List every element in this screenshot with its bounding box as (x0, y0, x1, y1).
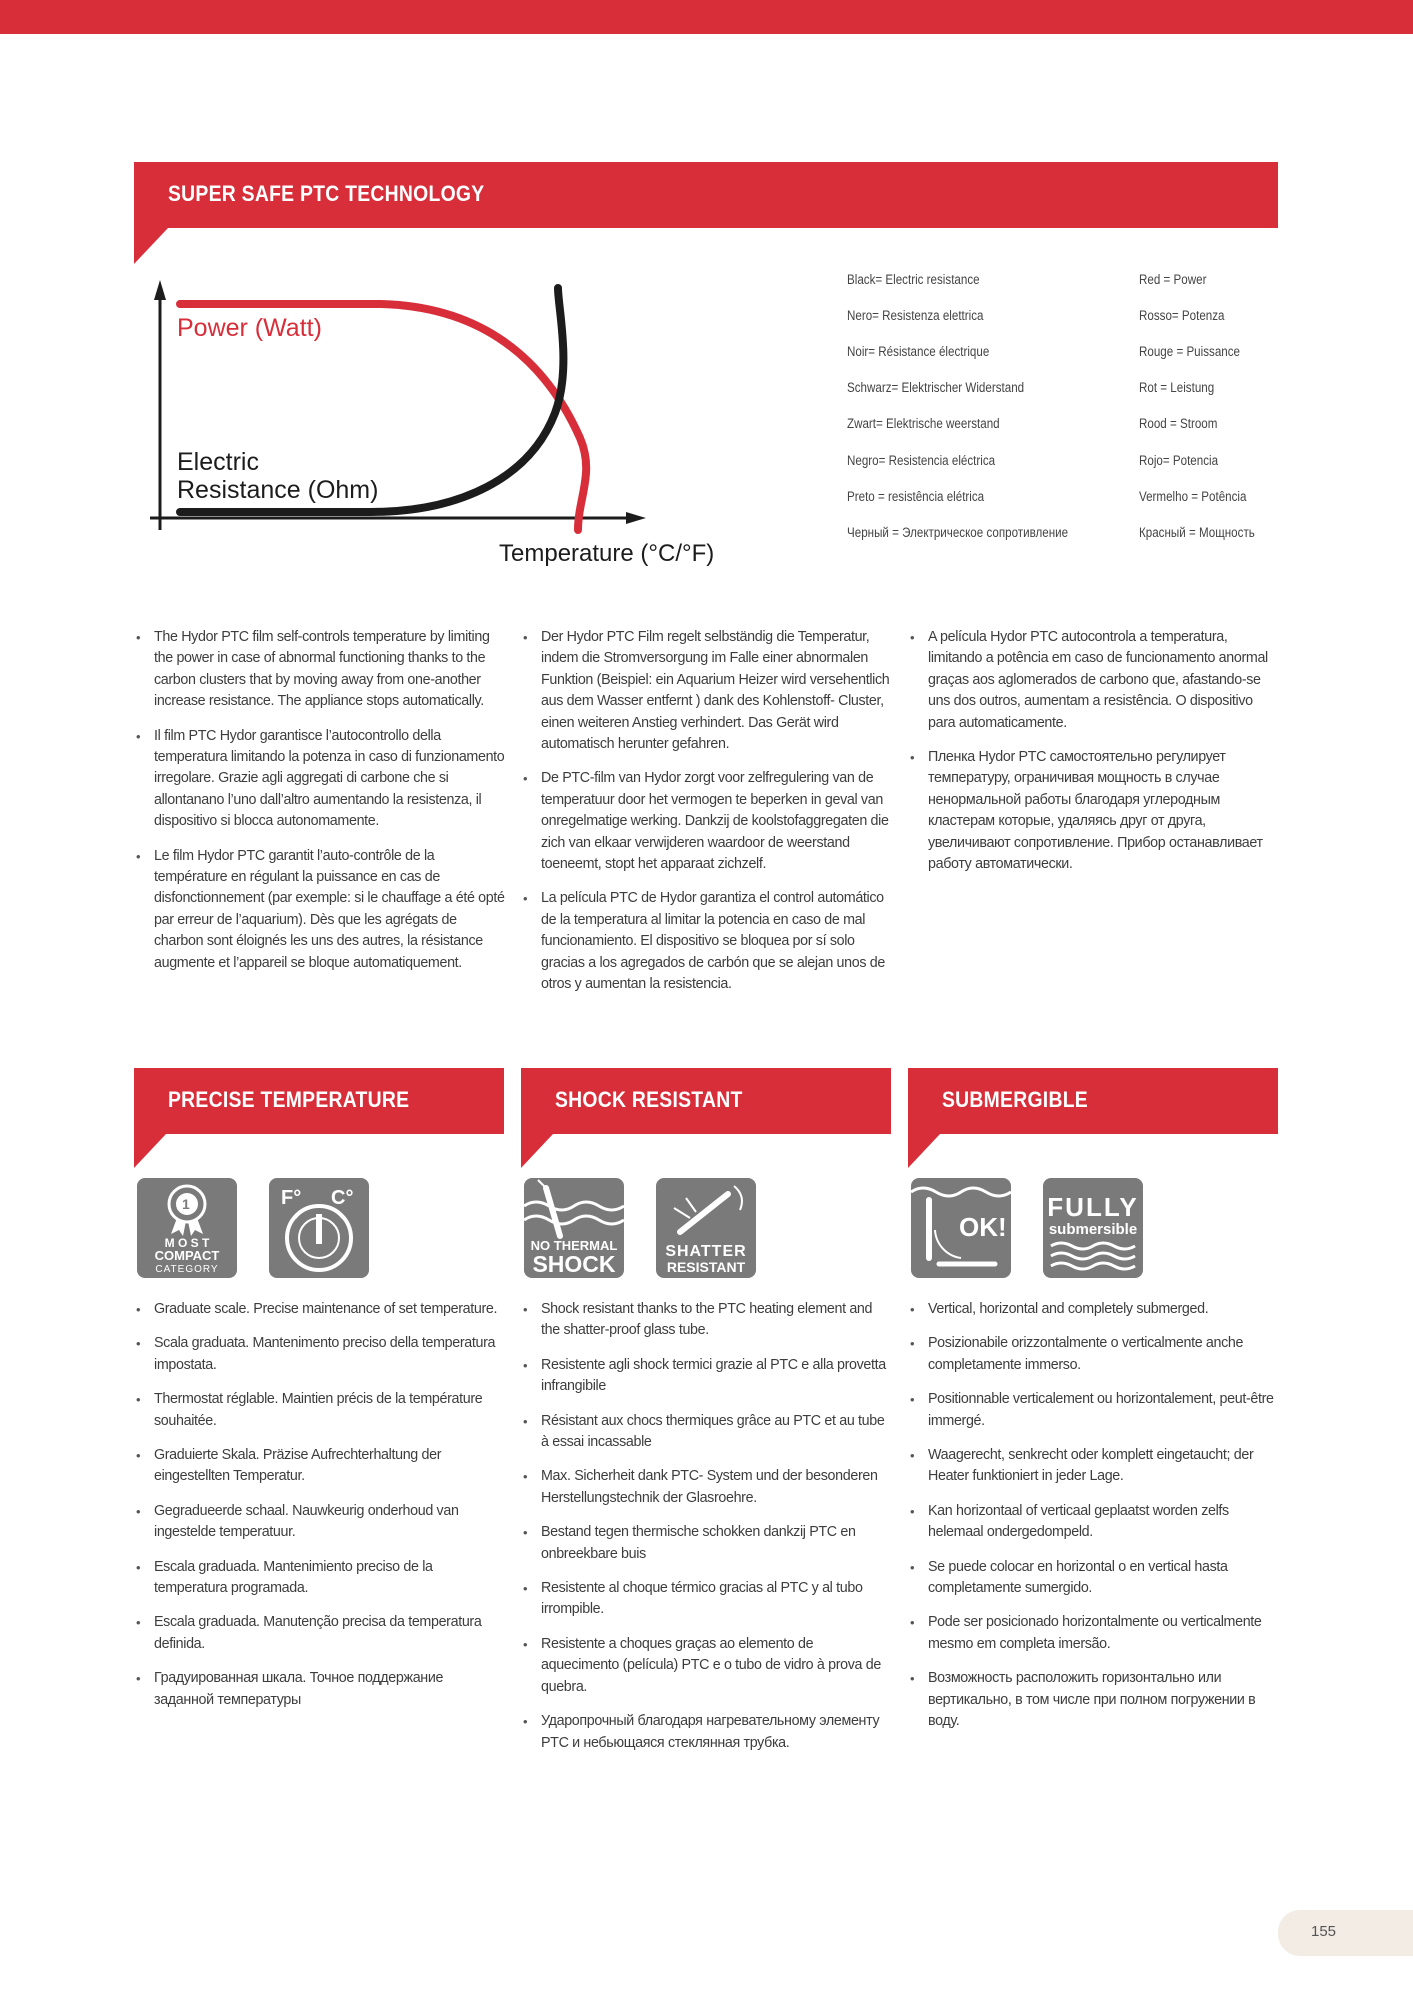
list-item: • Il film PTC Hydor garantisce l’autocontrollo della temperatura limitando la potenza in caso di funzionamento irregolare. Grazie agli aggregati di carbone che si allontanano l’uno dall’altro aumentando la resistenza, il dispositivo si blocca autonomamente. (134, 726, 506, 833)
ribbon-left (171, 1218, 186, 1236)
list-item: • Ударопрочный благодаря нагревательному элементу PTC и небьющаяся стеклянная трубка. (521, 1711, 893, 1754)
list-item: • The Hydor PTC film self-controls temperature by limiting the power in case of abnormal functioning thanks to the carbon clusters that by moving away from one-another increase resistance. The appliance stops automatically. (134, 627, 506, 713)
shatter-resistant-icon (656, 1178, 756, 1278)
list-item: • Positionnable verticalement ou horizontalement, peut-être immergé. (908, 1389, 1280, 1432)
legend-red-7: Красный = Мощность (1139, 525, 1255, 540)
list-item: • Escala graduada. Mantenimiento preciso de la temperatura programada. (134, 1557, 506, 1600)
legend-black-4: Zwart= Elektrische weerstand (847, 416, 1000, 431)
wave-a (1051, 1243, 1135, 1249)
legend-black-2: Noir= Résistance électrique (847, 344, 990, 359)
list-item: • Vertical, horizontal and completely submerged. (908, 1299, 1280, 1320)
icon-text-ok: OK! (959, 1212, 1007, 1242)
resistance-label-line1: Electric (177, 448, 259, 476)
wave-c (1051, 1263, 1135, 1269)
heater-cable (538, 1180, 546, 1188)
list-item: • Thermostat réglable. Maintien précis de la température souhaitée. (134, 1389, 506, 1432)
list-item: • Graduierte Skala. Präzise Aufrechterhaltung der eingestellten Temperatur. (134, 1445, 506, 1488)
top-red-bar (0, 0, 1413, 34)
power-label: Power (Watt) (177, 314, 322, 342)
x-axis-arrowhead (626, 512, 646, 524)
ribbon-right (188, 1218, 203, 1236)
legend-red-1: Rosso= Potenza (1139, 308, 1225, 323)
list-item: • Kan horizontaal of verticaal geplaatst worden zelfs helemaal ondergedompeld. (908, 1501, 1280, 1544)
ptc-text-col-1 (134, 627, 506, 987)
resistance-label-line2: Resistance (Ohm) (177, 476, 379, 504)
icon-text-most: M O S T (164, 1236, 210, 1250)
legend-black-7: Черный = Электрическое сопротивление (847, 525, 1069, 540)
list-item: • Возможность расположить горизонтально или вертикально, в том числе при полном погружении в воду. (908, 1668, 1280, 1732)
legend-black-3: Schwarz= Elektrischer Widerstand (847, 380, 1025, 395)
wave-b (1051, 1253, 1135, 1259)
fully-submersible-icon (1043, 1178, 1143, 1278)
list-item: • Shock resistant thanks to the PTC heating element and the shatter-proof glass tube. (521, 1299, 893, 1342)
legend-black-6: Preto = resistência elétrica (847, 489, 985, 504)
list-item: • De PTC-film van Hydor zorgt voor zelfregulering van de temperatuur door het vermogen te beperken in geval van onregelmatige werking. Dankzij de koolstofaggregaten die zich van elkaar verwijderen waardoor de weerstand toeneemt, stopt het apparaat zichzelf. (521, 768, 893, 875)
list-item: • Scala graduata. Mantenimento preciso della temperatura impostata. (134, 1333, 506, 1376)
list-item: • Graduate scale. Precise maintenance of set temperature. (134, 1299, 506, 1320)
wave-1 (524, 1202, 624, 1210)
legend-black-1: Nero= Resistenza elettrica (847, 308, 984, 323)
list-item: • Gegradueerde schaal. Nauwkeurig onderhoud van ingestelde temperatuur. (134, 1501, 506, 1544)
icon-text-shatter: SHATTER (665, 1243, 747, 1260)
no-thermal-shock-icon (524, 1178, 624, 1278)
submergible-text (908, 1299, 1280, 1746)
wave-top (911, 1188, 1011, 1196)
rosette-number: 1 (182, 1196, 190, 1212)
list-item: • Posizionabile orizzontalmente o verticalmente anche completamente immerso. (908, 1333, 1280, 1376)
ptc-banner-title: SUPER SAFE PTC TECHNOLOGY (168, 181, 485, 206)
ptc-text-col-3 (908, 627, 1280, 888)
list-item: • Пленка Hydor PTC самостоятельно регулирует температуру, ограничивая мощность в случае ненормальной работы благодаря углеродным кластерам которые, удаляясь друг от друга, увеличивают сопротивление. Прибор останавливает работу автоматически. (908, 747, 1280, 875)
precise-text (134, 1299, 506, 1724)
list-item: • Resistente a choques graças ao elemento de aquecimento (película) PTC e o tubo de vidro à prova de quebra. (521, 1634, 893, 1698)
heater-tube (546, 1188, 560, 1236)
list-item: • Der Hydor PTC Film regelt selbständig die Temperatur, indem die Stromversorgung im Falle einer abnormalen Funktion (Beispiel: ein Aquarium Heizer wird versehentlich aus dem Wasser entfernt ) dank des Kohlenstoff- Cluster, einen weiteren Anstieg verhindert. Das Gerät wird automatisch herunter gefahren. (521, 627, 893, 755)
list-item: • Le film Hydor PTC garantit l’auto-contrôle de la température en régulant la puissance en cas de disfonctionnement (par exemple: si le chauffage a été opté par erreur de l’aquarium). Dès que les agrégats de charbon sont éloignés les uns des autres, la résistance augmente et l’appareil se bloque automatiquement. (134, 846, 506, 974)
icon-text-shock: SHOCK (532, 1251, 616, 1277)
dial-needle (316, 1214, 322, 1244)
wave-2 (524, 1216, 624, 1224)
icon-text-category: CATEGORY (155, 1264, 219, 1275)
icon-text-f: F° (281, 1187, 302, 1209)
list-item: • Градуированная шкала. Точное поддержание заданной температуры (134, 1668, 506, 1711)
shock-banner-title: SHOCK RESISTANT (555, 1087, 743, 1112)
precise-banner-title: PRECISE TEMPERATURE (168, 1087, 410, 1112)
impact-line-2 (686, 1198, 696, 1212)
impact-line-1 (674, 1208, 690, 1218)
list-item: • La película PTC de Hydor garantiza el control automático de la temperatura al limitar la potencia en caso de mal funcionamiento. El dispositivo se bloquea por sí solo gracias a los agregados de carbón que se alejan unos de otros y aumentan la resistencia. (521, 888, 893, 995)
icon-text-fully: FULLY (1047, 1192, 1139, 1222)
legend-black-5: Negro= Resistencia eléctrica (847, 453, 996, 468)
shock-text (521, 1299, 893, 1767)
submergible-banner-title: SUBMERGIBLE (942, 1087, 1088, 1112)
legend-red-6: Vermelho = Potência (1139, 489, 1247, 504)
list-item: • Waagerecht, senkrecht oder komplett eingetaucht; der Heater funktioniert in jeder Lage. (908, 1445, 1280, 1488)
legend-red-4: Rood = Stroom (1139, 416, 1218, 431)
icon-text-submersible: submersible (1048, 1221, 1138, 1238)
icon-text-resistant: RESISTANT (666, 1259, 746, 1275)
page-number: 155 (1311, 1923, 1337, 1940)
legend-red-2: Rouge = Puissance (1139, 344, 1241, 359)
list-item: • Max. Sicherheit dank PTC- System und der besonderen Herstellungstechnik der Glasroehre. (521, 1466, 893, 1509)
list-item: • Escala graduada. Manutenção precisa da temperatura definida. (134, 1612, 506, 1655)
rotate-arrow (935, 1230, 961, 1258)
list-item: • Se puede colocar en horizontal o en vertical hasta completamente sumergido. (908, 1557, 1280, 1600)
list-item: • Resistente agli shock termici grazie al PTC e alla provetta infrangibile (521, 1355, 893, 1398)
legend-red-0: Red = Power (1139, 272, 1207, 287)
precise-banner-tail (134, 1134, 166, 1168)
list-item: • Resistente al choque térmico gracias al PTC y al tubo irrompible. (521, 1578, 893, 1621)
submergible-banner-tail (908, 1134, 940, 1168)
icon-text-compact: COMPACT (154, 1248, 220, 1263)
most-compact-category-icon (137, 1178, 237, 1278)
list-item: • Résistant aux chocs thermiques grâce au PTC et au tube à essai incassable (521, 1411, 893, 1454)
ok-positioning-icon (911, 1178, 1011, 1278)
impact-arc (734, 1186, 742, 1210)
legend-red-3: Rot = Leistung (1139, 380, 1215, 395)
icon-text-no-thermal: NO THERMAL (530, 1238, 618, 1253)
x-axis-label: Temperature (°C/°F) (499, 540, 715, 567)
list-item: • Bestand tegen thermische schokken dankzij PTC en onbreekbare buis (521, 1522, 893, 1565)
list-item: • A película Hydor PTC autocontrola a temperatura, limitando a potência em caso de funcionamento anormal graças aos aglomerados de carbono que, afastando-se uns dos outros, aumentam a resistência. O dispositivo para automaticamente. (908, 627, 1280, 734)
page-number-tab (1278, 1910, 1413, 1956)
ptc-text-col-2 (521, 627, 893, 1009)
legend-red-5: Rojo= Potencia (1139, 453, 1219, 468)
shock-banner-tail (521, 1134, 553, 1168)
ptc-chart (140, 268, 740, 578)
ptc-banner-tail (134, 228, 168, 264)
celsius-fahrenheit-dial-icon (269, 1178, 369, 1278)
list-item: • Pode ser posicionado horizontalmente ou verticalmente mesmo em completa imersão. (908, 1612, 1280, 1655)
legend-black-0: Black= Electric resistance (847, 272, 980, 287)
icon-text-c: C° (331, 1187, 354, 1209)
